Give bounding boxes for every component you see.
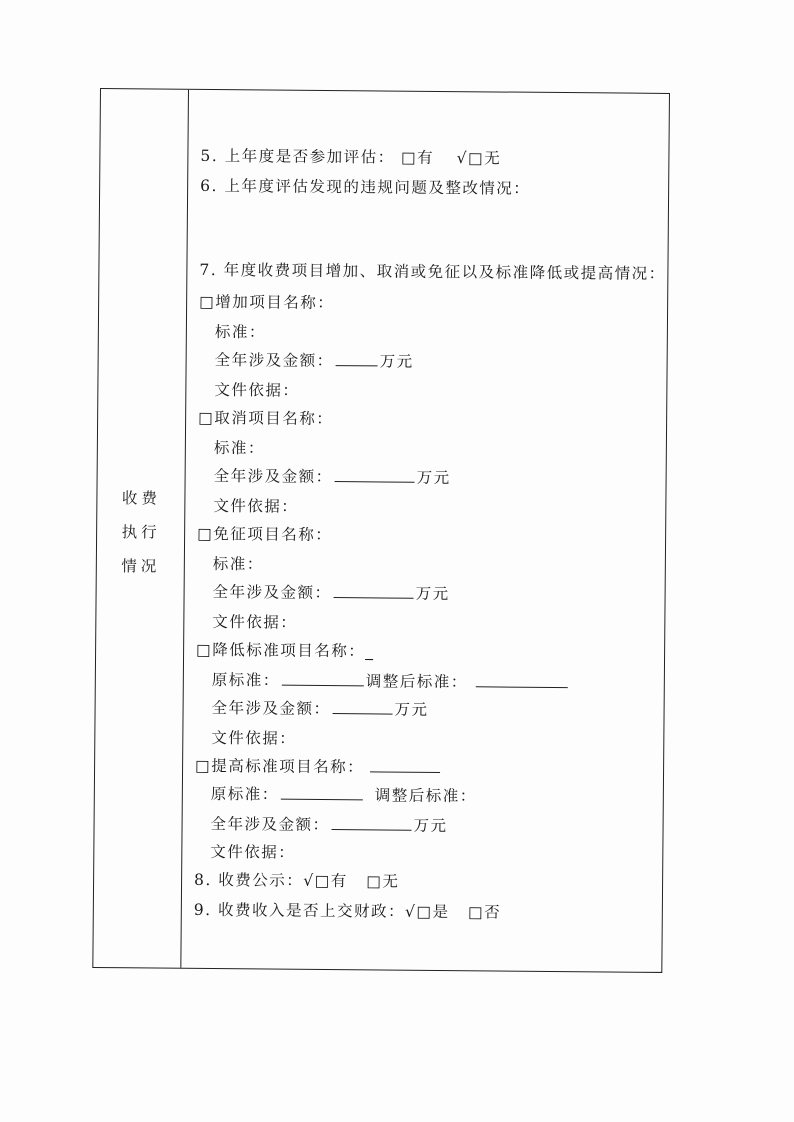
add-amount-label: 全年涉及金额： (214, 351, 334, 371)
content-column (193, 90, 666, 922)
section-label-line-2: 执行 (121, 523, 161, 542)
cancel-amount-field[interactable] (335, 467, 415, 483)
cancel-amount-row (214, 464, 451, 488)
raise-orig-field[interactable] (281, 785, 363, 801)
q5-text: 5. 上年度是否参加评估： (200, 146, 395, 167)
q8-checkmark: √ (303, 871, 315, 890)
q5-option-yes[interactable]: □有 (400, 148, 435, 167)
raise-amount-unit: 万元 (413, 816, 448, 836)
q8-text: 8. 收费公示： (194, 870, 304, 890)
exempt-item-title[interactable]: □免征项目名称： (197, 524, 333, 545)
add-item-title[interactable]: □增加项目名称： (199, 292, 335, 313)
lower-orig-field[interactable] (282, 671, 364, 687)
section-label-line-3: 情况 (121, 557, 161, 576)
cancel-standard: 标准： (213, 439, 265, 458)
add-basis: 文件依据： (214, 381, 300, 400)
q9-text: 9. 收费收入是否上交财政： (193, 900, 406, 921)
lower-amount-label: 全年涉及金额： (211, 698, 331, 719)
q9-option-no[interactable]: □否 (467, 903, 502, 922)
exempt-standard: 标准： (212, 555, 264, 574)
raise-amount-label: 全年涉及金额： (210, 814, 330, 835)
raise-orig-label: 原标准： (210, 784, 279, 804)
raise-item-title-row (195, 754, 442, 778)
q5-checkmark: √ (456, 149, 469, 168)
raise-adj-label: 调整后标准： (374, 786, 477, 806)
exempt-basis: 文件依据： (212, 613, 298, 632)
raise-amount-field[interactable] (332, 815, 412, 831)
cancel-amount-label: 全年涉及金额： (213, 467, 333, 487)
lower-adj-label: 调整后标准： (365, 672, 468, 692)
q8-option-yes[interactable]: □有 (314, 871, 348, 891)
q8-row (194, 868, 400, 892)
q5-row (200, 144, 501, 169)
q8-option-no[interactable]: □无 (366, 872, 400, 891)
exempt-amount-field[interactable] (334, 583, 414, 599)
q9-checkmark: √ (404, 902, 417, 921)
q9-option-yes[interactable]: □是 (416, 902, 450, 922)
raise-item-title[interactable]: □提高标准项目名称： (195, 756, 365, 777)
raise-basis: 文件依据： (210, 842, 296, 862)
lower-adj-field[interactable] (476, 672, 568, 688)
cancel-item-title[interactable]: □取消项目名称： (198, 408, 334, 429)
q5-option-no[interactable]: □无 (467, 149, 502, 168)
label-column (93, 89, 189, 968)
fee-execution-table (92, 88, 670, 973)
section-label (97, 481, 186, 584)
lower-standard-row (212, 668, 570, 693)
q6-row: 6. 上年度评估发现的违规问题及整改情况： (200, 176, 531, 198)
raise-name-field[interactable] (370, 757, 440, 773)
cancel-amount-unit: 万元 (416, 468, 451, 488)
lower-amount-unit: 万元 (394, 700, 429, 719)
lower-amount-row (212, 696, 429, 720)
raise-standard-row (211, 782, 477, 806)
add-amount-row (215, 348, 414, 372)
lower-amount-field[interactable] (333, 699, 393, 715)
exempt-amount-row (213, 580, 450, 604)
q9-row (194, 898, 502, 923)
add-amount-field[interactable] (336, 351, 378, 366)
exempt-amount-label: 全年涉及金额： (212, 583, 332, 603)
section-label-line-1: 收费 (121, 489, 161, 508)
cancel-basis: 文件依据： (213, 497, 299, 516)
add-standard: 标准： (214, 323, 266, 342)
add-amount-unit: 万元 (379, 352, 414, 371)
exempt-amount-unit: 万元 (415, 584, 450, 604)
q7-row: 7. 年度收费项目增加、取消或免征以及标准降低或提高情况： (199, 260, 666, 283)
raise-amount-row (210, 812, 447, 836)
lower-basis: 文件依据： (211, 728, 297, 748)
lower-item-title[interactable]: □降低标准项目名称：_ (196, 640, 375, 661)
lower-orig-label: 原标准： (211, 670, 280, 690)
